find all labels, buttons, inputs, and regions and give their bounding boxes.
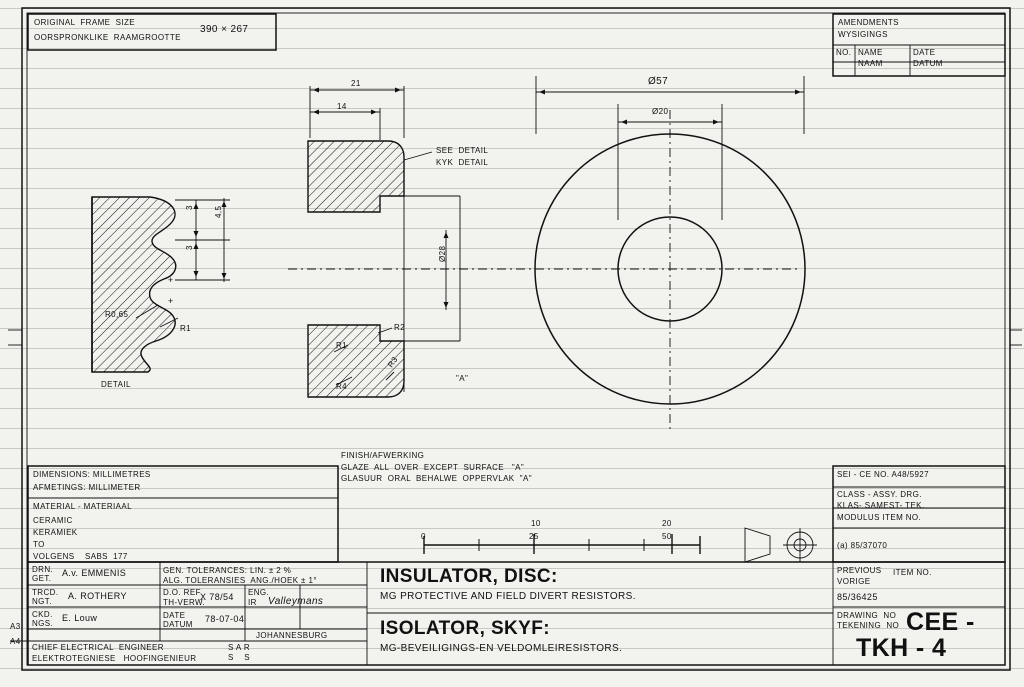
amendments-col-no: NO.	[836, 48, 852, 57]
front-dim-d20: Ø20	[652, 107, 669, 116]
amendments-col-date-af: DATUM	[913, 59, 943, 68]
date-label-en: DATE	[163, 611, 186, 620]
scale-tick-0: 0	[421, 532, 426, 541]
drn-label-en: DRN.	[32, 565, 54, 574]
section-label-r4: R4	[336, 382, 348, 391]
drn-value: A.v. EMMENIS	[62, 568, 127, 578]
drawing-number-line1: CEE -	[906, 608, 975, 636]
svg-text:+: +	[168, 296, 174, 306]
section-dim-21: 21	[351, 79, 361, 88]
material-line-1: CERAMIC	[33, 516, 73, 525]
material-line-3: TO	[33, 540, 45, 549]
ckd-label-en: CKD.	[32, 610, 53, 619]
dimensions-note-af: AFMETINGS: MILLIMETER	[33, 483, 141, 492]
detail-label-r065: R0,65	[105, 310, 129, 319]
section-dim-d28: Ø28	[438, 245, 447, 262]
right-note-3: KLAS- SAMEST- TEK.	[837, 501, 925, 510]
amendments-col-date-en: DATE	[913, 48, 936, 57]
detail-label-r1: R1	[180, 324, 192, 333]
see-detail-en: SEE DETAIL	[436, 146, 489, 155]
amendments-col-name-en: NAME	[858, 48, 883, 57]
drawing-number-line2: TKH - 4	[856, 634, 947, 662]
scale-tick-20: 20	[662, 519, 672, 528]
material-line-2: KERAMIEK	[33, 528, 78, 537]
drawing-no-label-en: DRAWING NO	[837, 611, 897, 620]
see-detail-af: KYK DETAIL	[436, 158, 489, 167]
do-ref-en: D.O. REF	[163, 588, 201, 597]
section-label-r1: R1	[336, 341, 348, 350]
drawing-no-label-af: TEKENING NO	[837, 621, 900, 630]
drn-label-af: GET.	[32, 574, 52, 583]
title-af-line2: MG-BEVEILIGINGS-EN VELDOMLEIRESISTORS.	[380, 643, 623, 654]
amendments-title-en: AMENDMENTS	[838, 18, 899, 27]
do-ref-value: X 78/54	[200, 592, 234, 602]
trcd-value: A. ROTHERY	[68, 591, 127, 601]
gen-tolerances-af: ALG. TOLERANSIES ANG./HOEK ± 1°	[163, 576, 317, 585]
amendments-title-af: WYSIGINGS	[838, 30, 888, 39]
title-en-line2: MG PROTECTIVE AND FIELD DIVERT RESISTORS.	[380, 591, 636, 602]
scale-tick-50: 50	[662, 532, 672, 541]
detail-dim-3a: 3	[185, 205, 194, 210]
chief-engineer-en: CHIEF ELECTRICAL ENGINEER	[32, 643, 164, 652]
right-note-5: (a) 85/37070	[837, 541, 888, 550]
original-frame-size-line1: ORIGINAL FRAME SIZE	[34, 18, 136, 27]
finish-line-af: GLASUUR ORAL BEHALWE OPPERVLAK "A"	[341, 474, 533, 483]
chief-mark-1: S A R	[228, 643, 251, 652]
amendments-col-name-af: NAAM	[858, 59, 883, 68]
trcd-label-af: NGT.	[32, 597, 52, 606]
right-note-4: MODULUS ITEM NO.	[837, 513, 922, 522]
title-af-line1: ISOLATOR, SKYF:	[380, 618, 550, 639]
previous-label-af: VORIGE	[837, 577, 871, 586]
ckd-value: E. Louw	[62, 613, 98, 623]
gen-tolerances-en: GEN. TOLERANCES: LIN. ± 2 %	[163, 566, 292, 575]
sheet-size-a3: A3	[10, 622, 21, 631]
previous-item-no: ITEM NO.	[893, 568, 932, 577]
engineer-signature: Valleymans	[268, 596, 324, 607]
trcd-label-en: TRCD.	[32, 588, 59, 597]
previous-value: 85/36425	[837, 592, 878, 602]
eng-label-af: IR	[248, 598, 257, 607]
front-dim-d57: Ø57	[648, 76, 669, 87]
eng-label-en: ENG.	[248, 588, 270, 597]
previous-label-en: PREVIOUS	[837, 566, 882, 575]
finish-heading: FINISH/AFWERKING	[341, 451, 425, 460]
scale-tick-25: 25	[529, 532, 539, 541]
date-value: 78-07-04	[205, 614, 245, 624]
finish-line-en: GLAZE ALL OVER EXCEPT SURFACE "A"	[341, 463, 525, 472]
city-label: JOHANNESBURG	[256, 631, 328, 640]
section-label-surface-a: "A"	[456, 374, 469, 383]
date-label-af: DATUM	[163, 620, 193, 629]
detail-dim-45: 4,5	[214, 205, 223, 218]
scale-tick-10: 10	[531, 519, 541, 528]
right-note-1: SEI - CE NO. A48/5927	[837, 470, 929, 479]
right-note-2: CLASS - ASSY. DRG.	[837, 490, 922, 499]
detail-caption: DETAIL	[101, 380, 131, 389]
material-heading: MATERIAL - MATERIAAL	[33, 502, 132, 511]
section-label-r3: R3	[386, 354, 400, 370]
do-ref-af: TH-VERW.	[163, 598, 206, 607]
original-frame-size-line2: OORSPRONKLIKE RAAMGROOTTE	[34, 33, 181, 42]
ckd-label-af: NGS.	[32, 619, 54, 628]
section-dim-14: 14	[337, 102, 347, 111]
detail-dim-3b: 3	[185, 245, 194, 250]
dimensions-note-en: DIMENSIONS: MILLIMETRES	[33, 470, 151, 479]
material-line-4: VOLGENS SABS 177	[33, 552, 128, 561]
svg-text:+: +	[168, 275, 174, 285]
title-en-line1: INSULATOR, DISC:	[380, 566, 558, 587]
chief-engineer-af: ELEKTROTEGNIESE HOOFINGENIEUR	[32, 654, 197, 663]
original-frame-size-value: 390 × 267	[200, 24, 249, 35]
chief-mark-2: S S	[228, 653, 250, 662]
section-label-r2: R2	[394, 323, 406, 332]
sheet-size-a4: A4	[10, 637, 21, 646]
